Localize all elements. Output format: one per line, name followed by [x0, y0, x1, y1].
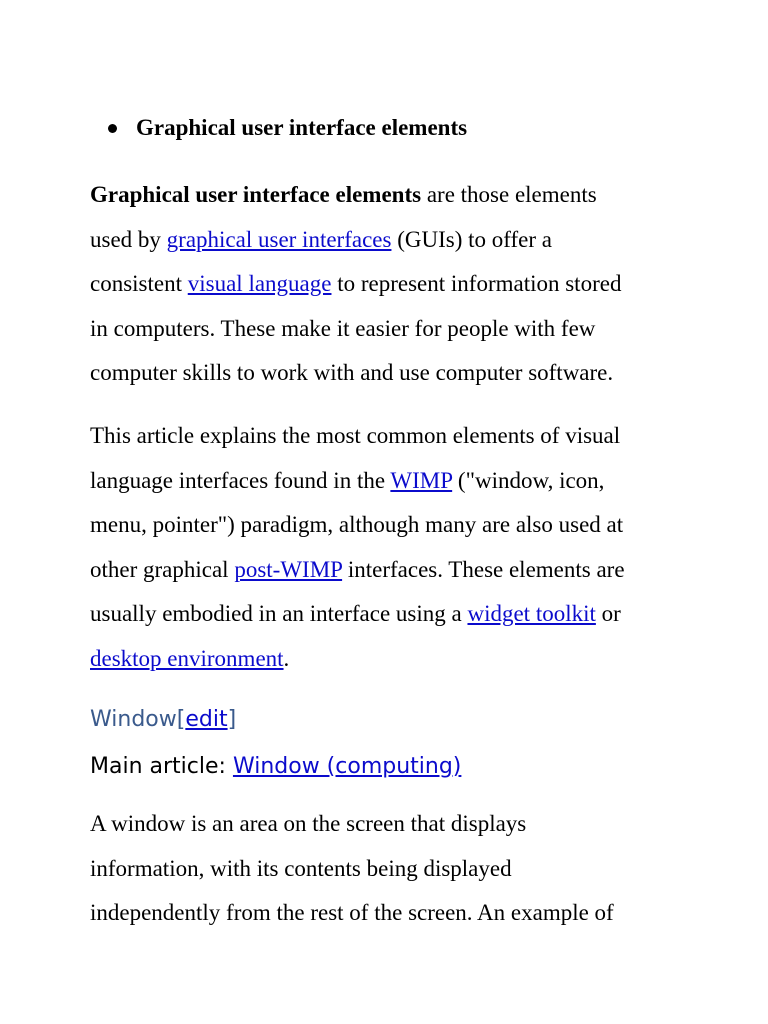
- link-visual-language[interactable]: visual language: [187, 271, 332, 296]
- text-line: desktop environment.: [90, 645, 290, 671]
- text-line: other graphical post-WIMP interfaces. These elements are: [90, 556, 625, 582]
- article-paragraph: [90, 414, 690, 681]
- link-desktop-environment[interactable]: desktop environment: [90, 645, 284, 671]
- text-line: information, with its contents being displayed: [90, 855, 512, 881]
- text-line: usually embodied in an interface using a widget toolkit or: [90, 601, 621, 626]
- main-article-label: Main article:: [90, 754, 233, 779]
- link-post-wimp[interactable]: post-WIMP: [234, 556, 343, 582]
- text-line: in computers. These make it easier for people with few: [90, 315, 596, 341]
- link-widget-toolkit[interactable]: widget toolkit: [467, 601, 596, 626]
- text-line: computer skills to work with and use computer software.: [90, 360, 614, 385]
- edit-section-link[interactable]: edit: [185, 707, 228, 732]
- toc-item: [108, 113, 668, 143]
- window-paragraph: [90, 802, 690, 936]
- toc-list: [108, 113, 668, 143]
- toc-item-label: Graphical user interface elements: [136, 115, 468, 140]
- bullet-icon: [108, 124, 117, 133]
- text-line: This article explains the most common elements of visual: [90, 423, 621, 448]
- link-wimp[interactable]: WIMP: [390, 467, 453, 493]
- text-line: independently from the rest of the screen. An example of: [90, 900, 614, 925]
- main-article-hatnote: [90, 750, 461, 784]
- bold-term: Graphical user interface elements: [90, 182, 422, 207]
- section-heading-title: Window: [90, 707, 177, 732]
- text-line: Graphical user interface elements are those elements: [90, 182, 597, 207]
- intro-paragraph: [90, 173, 690, 396]
- link-graphical-user-interfaces[interactable]: graphical user interfaces: [166, 226, 392, 252]
- text-line: menu, pointer") paradigm, although many are also used at: [90, 512, 624, 537]
- text-line: used by graphical user interfaces (GUIs) to offer a: [90, 226, 552, 252]
- section-heading-window: Window[edit]: [90, 707, 237, 732]
- text-line: language interfaces found in the WIMP ("window, icon,: [90, 467, 605, 493]
- text-line: A window is an area on the screen that displays: [90, 811, 527, 836]
- text-line: consistent visual language to represent information stored: [90, 271, 622, 296]
- link-window-computing[interactable]: Window (computing): [232, 754, 462, 779]
